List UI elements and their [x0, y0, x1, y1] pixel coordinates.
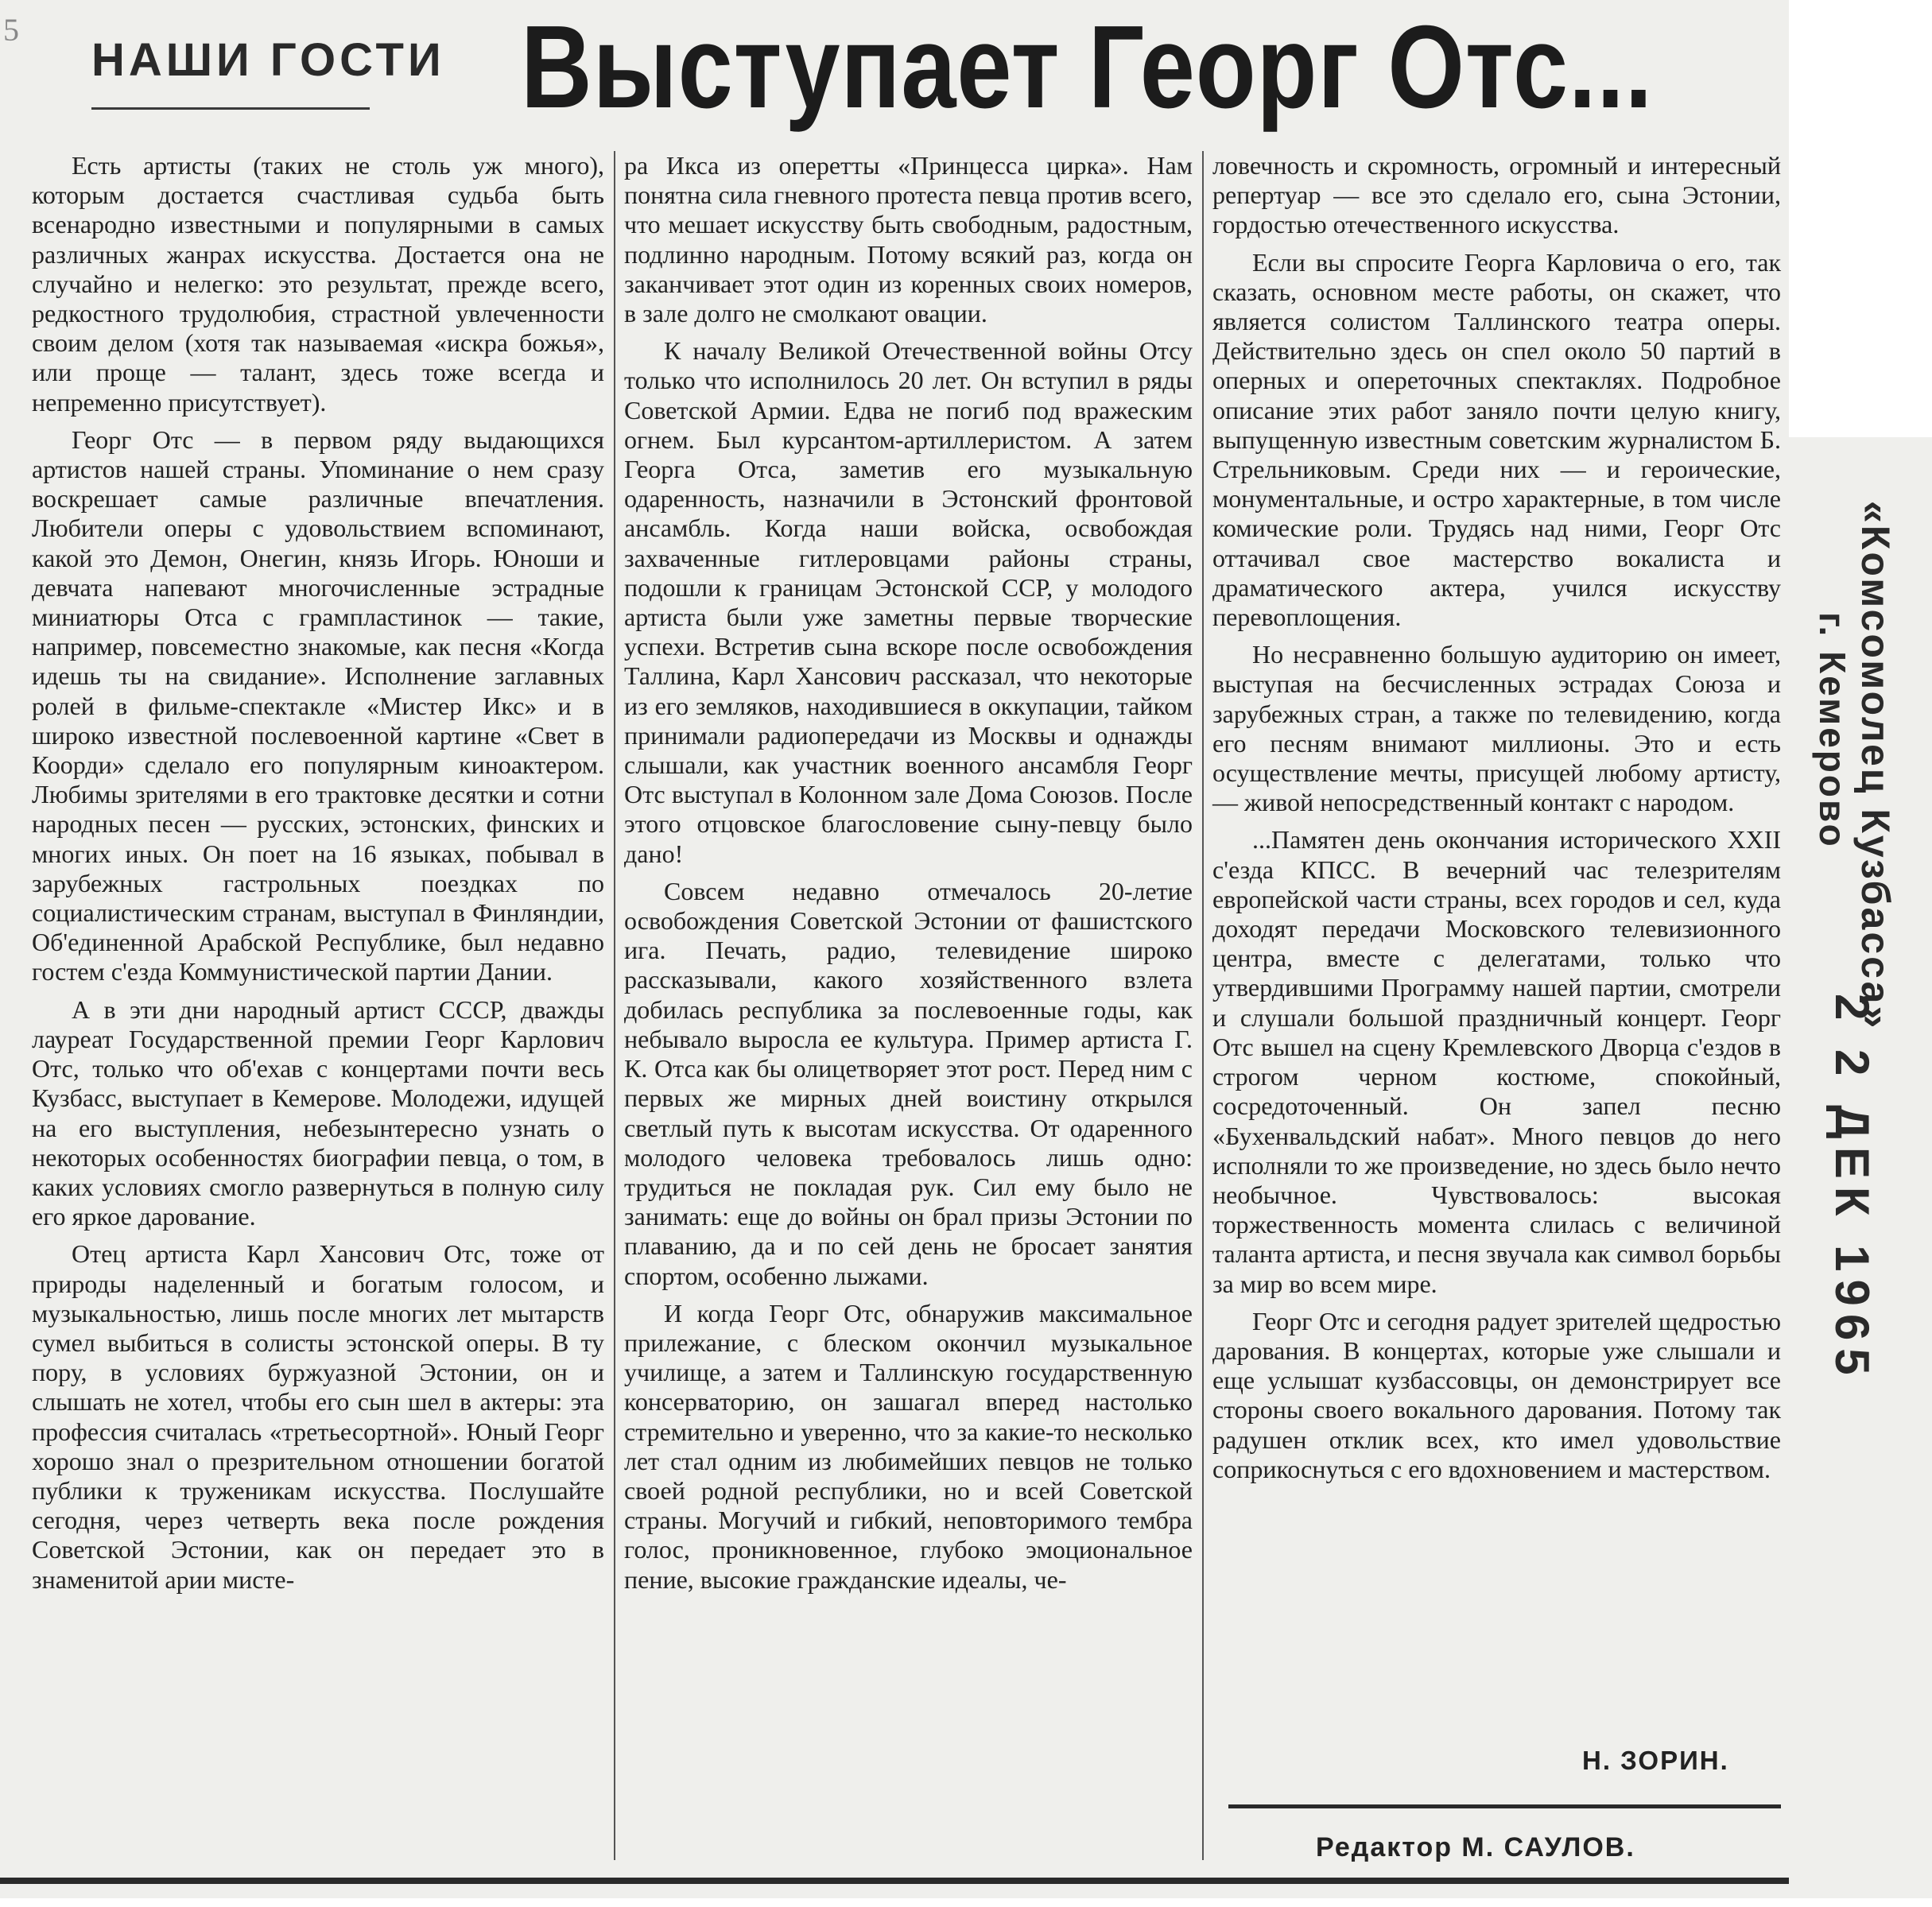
- corner-mark: 5: [3, 12, 19, 48]
- paragraph: Отец артиста Карл Хансович Отс, тоже от природы наделенный и богатым голосом, и музыкальностью, лишь после многих лет мытарств сумел выбиться в солисты эстонской оперы. В ту пору, в условиях буржуазной Эстонии, он и слышать не хотел, чтобы его сын шел в актеры: эта профессия считалась «третьесортной». Юный Георг хорошо знал о презрительном отношении богатой публики к труженикам искусства. Послушайте сегодня, через четверть века после рождения Советской Эстонии, как он передает это в знаменитой арии мисте-: [32, 1239, 604, 1594]
- rubric-underline: [91, 107, 370, 110]
- paragraph: Но несравненно большую аудиторию он имеет, выступая на бесчисленных эстрадах Союза и зарубежных стран, а также по телевидению, когда его песням внимают миллионы. Это и есть осуществление мечты, присущей любому артисту, — живой непосредственный контакт с народом.: [1212, 640, 1781, 817]
- paragraph: Есть артисты (таких не столь уж много), которым достается счастливая судьба быть всенародно известными и популярными в самых различных жанрах искусства. Достается она не случайно и нелегко: это результат, прежде всего, редкостного трудолюбия, страстной увлеченности своим делом (хотя так называемая «искра божья», или проще — талант, здесь тоже всегда и непременно присутствует).: [32, 151, 604, 417]
- paragraph: И когда Георг Отс, обнаружив максимальное прилежание, с блеском окончил музыкальное училище, а затем и Таллинскую государственную консерваторию, он зашагал вперед настолько стремительно и уверенно, что за какие-то несколько лет стал одним из любимейших певцов не только своей родной республики, но и всей Советской страны. Могучий и гибкий, неповторимого тембра голос, проникновенное, глубоко эмоциональное пение, высокие гражданские идеалы, че-: [624, 1298, 1193, 1594]
- stamp-publication: «Комсомолец Кузбасса»: [1853, 501, 1898, 1031]
- editor-credit: Редактор М. САУЛОВ.: [1316, 1832, 1635, 1862]
- paragraph: Георг Отс — в первом ряду выдающихся артистов нашей страны. Упоминание о нем сразу воскрешает самые различные впечатления. Любители оперы с удовольствием вспоминают, какой это Демон, Онегин, князь Игорь. Юноши и девчата напевают многочисленные эстрадные миниатюры Отса с грампластинок — такие, например, повсеместно знакомые, как песня «Когда идешь ты на свидание». Исполнение заглавных ролей в фильме-спектакле «Мистер Икс» и в широко известной послевоенной картине «Свет в Коорди» сделало его популярным киноактером. Любимы зрителями в его трактовке десятки и сотни народных песен — русских, эстонских, финских и многих иных. Он поет на 16 языках, побывал в зарубежных гастрольных поездках по социалистическим странам, выступал в Финляндии, Об'единенной Арабской Республике, был недавно гостем с'езда Коммунистической партии Дании.: [32, 424, 604, 986]
- stamp-city: г. Кемерово: [1812, 612, 1853, 849]
- article-headline: Выступает Георг Отс...: [521, 2, 1654, 133]
- paragraph: Совсем недавно отмечалось 20-летие освобождения Советской Эстонии от фашистского ига. Печать, радио, телевидение широко рассказывали, какого хозяйственного взлета добилась республика за послевоенные годы, как небывало выросла ее культура. Пример артиста Г. К. Отса как бы олицетворяет этот рост. Перед ним с первых же мирных дней воистину открылся светлый путь к высотам искусства. От одаренного молодого человека требовалось лишь одно: трудиться не покладая рук. Сил ему было не занимать: еще до войны он брал призы Эстонии по плаванию, да и по сей день не бросает занятия спортом, особенно лыжами.: [624, 876, 1193, 1290]
- bottom-rule: [0, 1878, 1789, 1884]
- paragraph: ...Памятен день окончания исторического XXII с'езда КПСС. В вечерний час телезрителям европейской части страны, всех городов и сел, куда доходят передачи Московского телевизионного центра, вместе с делегатами, только что утвердившими Программу нашей партии, смотрели и слушали большой праздничный концерт. Георг Отс вышел на сцену Кремлевского Дворца с'ездов в строгом черном костюме, спокойный, сосредоточенный. Он запел песню «Бухенвальдский набат». Много певцов до него исполняли то же произведение, но здесь было нечто необычное. Чувствовалось: высокая торжественность момента слилась с величиной таланта артиста, и песня звучала как символ борьбы за мир во всем мире.: [1212, 825, 1781, 1298]
- paragraph: А в эти дни народный артист СССР, дважды лауреат Государственной премии Георг Карлович Отс, только что об'ехав с концертами почти весь Кузбасс, выступает в Кемерове. Молодежи, идущей на его выступления, небезынтересно узнать о некоторых особенностях биографии певца, о том, в каких условиях смогло развернуться в полную силу его яркое дарование.: [32, 994, 604, 1231]
- paragraph: ра Икса из оперетты «Принцесса цирка». Нам понятна сила гневного протеста певца против всего, что мешает искусству быть свободным, радостным, подлинно народным. Потому всякий раз, когда он заканчивает этот один из коренных своих номеров, в зале долго не смолкают овации.: [624, 151, 1193, 328]
- editor-rule: [1228, 1804, 1781, 1808]
- stamp-date: 2 2 ДЕК 1965: [1825, 994, 1879, 1383]
- article-column-2: [624, 151, 1193, 1603]
- article-column-1: [32, 151, 604, 1603]
- author-signature: Н. ЗОРИН.: [1582, 1746, 1729, 1775]
- article-column-3: [1212, 151, 1781, 1492]
- paragraph: Если вы спросите Георга Карловича о его, так сказать, основном месте работы, он скажет, что является солистом Таллинского театра оперы. Действительно здесь он спел около 50 партий в оперных и опереточных спектаклях. Подробное описание этих работ заняло почти целую книгу, выпущенную известным советским журналистом Б. Стрельниковым. Среди них — и героические, монументальные, и остро характерные, в том числе комические роли. Трудясь над ними, Георг Отс оттачивал свое мастерство вокалиста и драматического актера, учился искусству перевоплощения.: [1212, 247, 1781, 632]
- paragraph: К началу Великой Отечественной войны Отсу только что исполнилось 20 лет. Он вступил в ряды Советской Армии. Едва не погиб под вражеским огнем. Был курсантом-артиллеристом. А затем Георга Отса, заметив его музыкальную одаренность, назначили в Эстонский фронтовой ансамбль. Когда наши войска, освобождая захваченные гитлеровцами районы страны, подошли к границам Эстонской ССР, у молодого артиста были уже заметны первые творческие успехи. Встретив сына вскоре после освобождения Таллина, Карл Хансович рассказал, что некоторые из его земляков, находившиеся в оккупации, тайком принимали радиопередачи из Москвы и однажды слышали, как участник военного ансамбля Георг Отс выступал в Колонном зале Дома Союзов. После этого отцовское благословение сыну-певцу было дано!: [624, 336, 1193, 868]
- rubric-label: НАШИ ГОСТИ: [91, 34, 445, 86]
- paragraph: ловечность и скромность, огромный и интересный репертуар — все это сделало его, сына Эстонии, гордостью отечественного искусства.: [1212, 151, 1781, 239]
- paragraph: Георг Отс и сегодня радует зрителей щедростью дарования. В концертах, которые уже слышали и еще услышат кузбассовцы, он демонстрирует все стороны своего вокального дарования. Потому так радушен отклик всех, кто имел удовольствие соприкоснуться с его вдохновением и мастерством.: [1212, 1306, 1781, 1483]
- column-divider: [614, 151, 615, 1860]
- column-divider: [1202, 151, 1204, 1860]
